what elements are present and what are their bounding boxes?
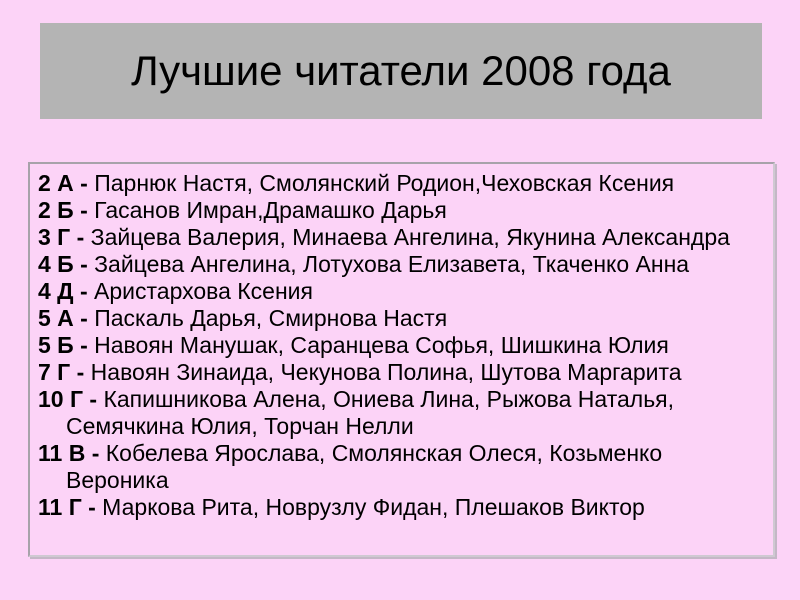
class-label: 3 Г - — [38, 224, 85, 250]
class-label: 5 А - — [38, 305, 88, 331]
class-label: 2 А - — [38, 170, 88, 196]
reader-names: Парнюк Настя, Смолянский Родион,Чеховская Ксения — [87, 170, 675, 196]
class-label: 4 Д - — [38, 278, 88, 304]
reader-list-entry — [38, 197, 769, 224]
class-label: 11 В - — [38, 440, 100, 466]
reader-names: Навоян Манушак, Саранцева Софья, Шишкина Юлия — [87, 332, 669, 358]
reader-names: Кобелева Ярослава, Смолянская Олеся, Козьменко Вероника — [66, 440, 663, 493]
reader-list-entry — [38, 305, 769, 332]
reader-names: Навоян Зинаида, Чекунова Полина, Шутова Маргарита — [84, 359, 682, 385]
reader-list-entry — [38, 224, 769, 251]
reader-list-entry — [38, 170, 769, 197]
title-bar — [40, 23, 762, 119]
class-label: 4 Б - — [38, 251, 88, 277]
reader-names: Зайцева Валерия, Минаева Ангелина, Якунина Александра — [84, 224, 730, 250]
class-label: 7 Г - — [38, 359, 85, 385]
readers-list-box — [28, 162, 775, 557]
reader-list-entry — [38, 494, 769, 521]
reader-list-entry — [38, 359, 769, 386]
reader-names: Паскаль Дарья, Смирнова Настя — [87, 305, 448, 331]
reader-names: Зайцева Ангелина, Лотухова Елизавета, Ткаченко Анна — [87, 251, 690, 277]
reader-names: Маркова Рита, Новрузлу Фидан, Плешаков Виктор — [95, 494, 645, 520]
reader-list-entry — [38, 251, 769, 278]
reader-names: Капишникова Алена, Ониева Лина, Рыжова Наталья, Семячкина Юлия, Торчан Нелли — [66, 386, 675, 439]
reader-list-entry — [38, 332, 769, 359]
class-label: 10 Г - — [38, 386, 98, 412]
reader-list-entry — [38, 440, 769, 494]
reader-names: Аристархова Ксения — [87, 278, 313, 304]
slide-title: Лучшие читатели 2008 года — [131, 47, 671, 94]
reader-list-entry — [38, 278, 769, 305]
class-label: 5 Б - — [38, 332, 88, 358]
reader-names: Гасанов Имран,Драмашко Дарья — [87, 197, 447, 223]
reader-list-entry — [38, 386, 769, 440]
class-label: 11 Г - — [38, 494, 96, 520]
class-label: 2 Б - — [38, 197, 88, 223]
